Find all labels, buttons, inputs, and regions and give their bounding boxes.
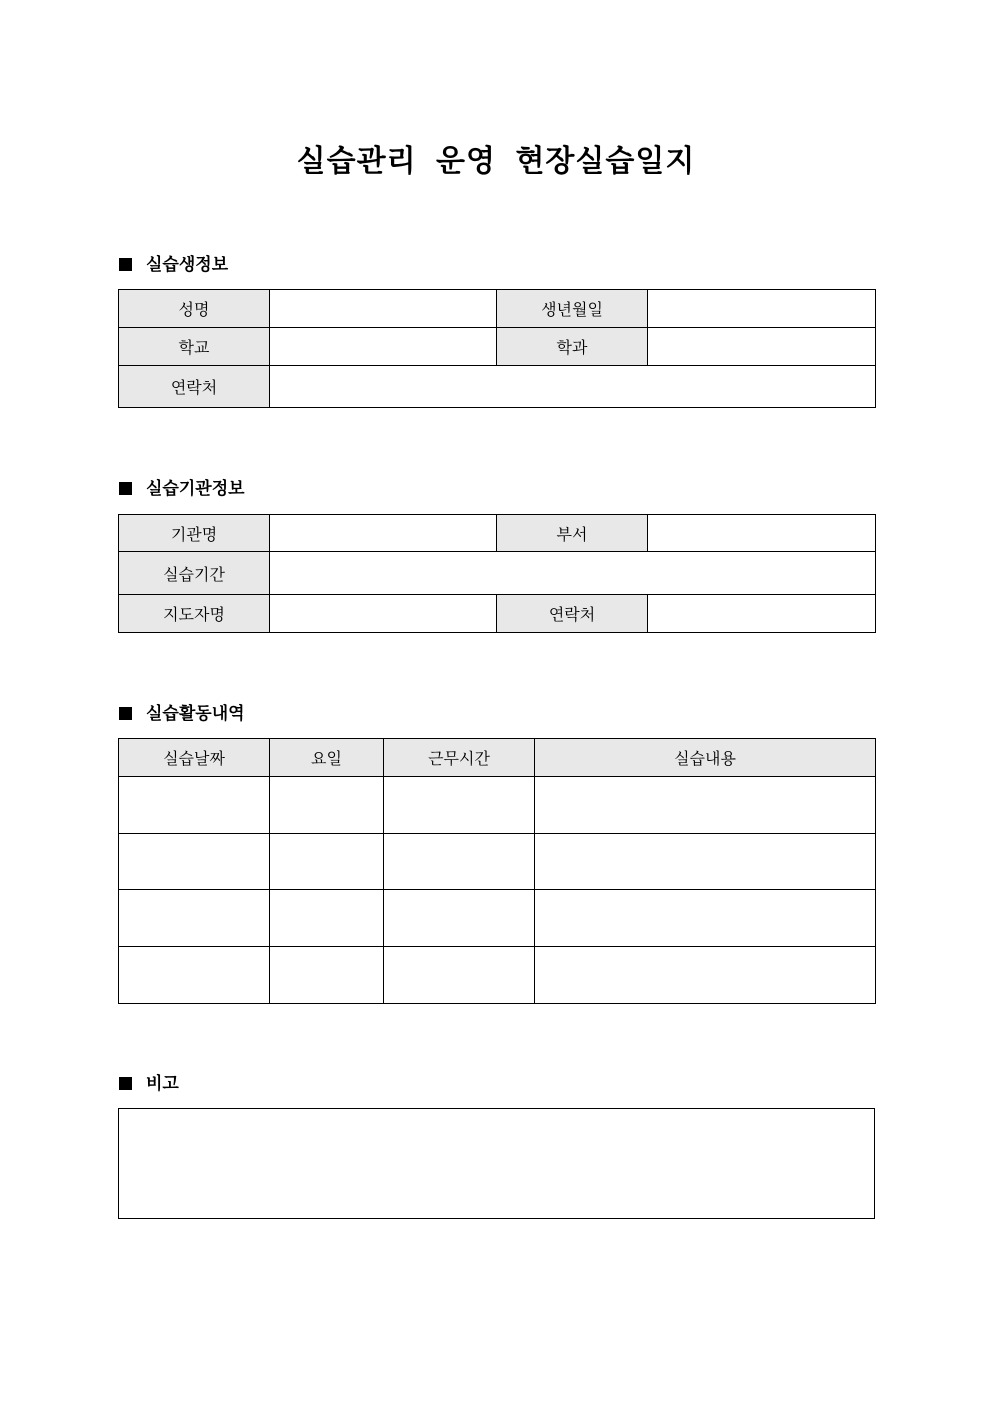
- student-contact-label: 연락처: [119, 366, 270, 408]
- department-field[interactable]: [648, 328, 876, 366]
- square-bullet-icon: [119, 258, 132, 271]
- weekday-cell[interactable]: [270, 947, 384, 1004]
- page-title: 실습관리 운영 현장실습일지: [296, 144, 696, 179]
- name-label: 성명: [119, 290, 270, 328]
- table-row: [119, 890, 876, 947]
- birthdate-field[interactable]: [648, 290, 876, 328]
- section-heading-activity: [119, 702, 245, 726]
- column-header-content: 실습내용: [535, 739, 876, 777]
- name-field[interactable]: [270, 290, 497, 328]
- section-heading-label: 실습생정보: [146, 255, 229, 275]
- section-heading-label: 실습기관정보: [146, 479, 245, 499]
- square-bullet-icon: [119, 1077, 132, 1090]
- department-label: 학과: [497, 328, 648, 366]
- institution-contact-field[interactable]: [648, 595, 876, 633]
- hours-cell[interactable]: [384, 947, 535, 1004]
- birthdate-label: 생년월일: [497, 290, 648, 328]
- section-heading-student: [119, 253, 228, 277]
- school-field[interactable]: [270, 328, 497, 366]
- period-label: 실습기간: [119, 552, 270, 595]
- date-cell[interactable]: [119, 834, 270, 890]
- section-heading-label: 실습활동내역: [146, 704, 245, 724]
- date-cell[interactable]: [119, 777, 270, 834]
- hours-cell[interactable]: [384, 890, 535, 947]
- square-bullet-icon: [119, 482, 132, 495]
- date-cell[interactable]: [119, 947, 270, 1004]
- organization-field[interactable]: [270, 515, 497, 552]
- school-label: 학교: [119, 328, 270, 366]
- table-row: [119, 777, 876, 834]
- content-cell[interactable]: [535, 890, 876, 947]
- hours-cell[interactable]: [384, 834, 535, 890]
- division-label: 부서: [497, 515, 648, 552]
- square-bullet-icon: [119, 707, 132, 720]
- weekday-cell[interactable]: [270, 890, 384, 947]
- content-cell[interactable]: [535, 834, 876, 890]
- table-row: [119, 834, 876, 890]
- column-header-date: 실습날짜: [119, 739, 270, 777]
- student-info-table: [118, 289, 876, 408]
- content-cell[interactable]: [535, 947, 876, 1004]
- content-cell[interactable]: [535, 777, 876, 834]
- section-heading-label: 비고: [146, 1074, 179, 1094]
- weekday-cell[interactable]: [270, 777, 384, 834]
- division-field[interactable]: [648, 515, 876, 552]
- remarks-field[interactable]: [118, 1108, 875, 1219]
- student-contact-field[interactable]: [270, 366, 876, 408]
- period-field[interactable]: [270, 552, 876, 595]
- section-heading-institution: [119, 477, 245, 501]
- mentor-label: 지도자명: [119, 595, 270, 633]
- section-heading-remarks: [119, 1072, 179, 1096]
- weekday-cell[interactable]: [270, 834, 384, 890]
- institution-info-table: [118, 514, 876, 633]
- hours-cell[interactable]: [384, 777, 535, 834]
- activity-table: [118, 738, 876, 1004]
- mentor-field[interactable]: [270, 595, 497, 633]
- column-header-hours: 근무시간: [384, 739, 535, 777]
- organization-label: 기관명: [119, 515, 270, 552]
- date-cell[interactable]: [119, 890, 270, 947]
- institution-contact-label: 연락처: [497, 595, 648, 633]
- column-header-weekday: 요일: [270, 739, 384, 777]
- table-row: [119, 947, 876, 1004]
